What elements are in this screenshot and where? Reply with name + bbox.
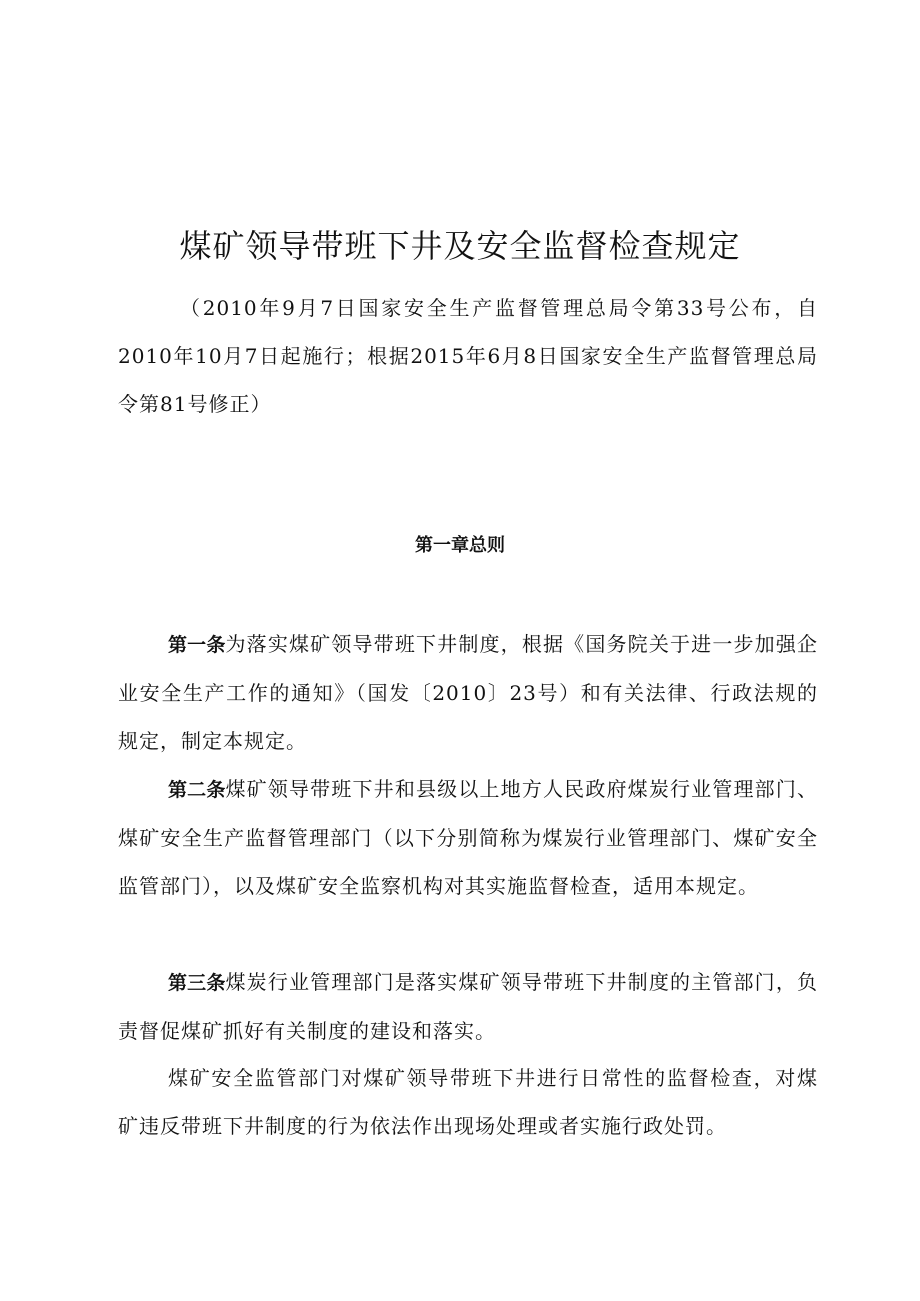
article-label: 第三条 — [168, 972, 226, 994]
article-text: 煤炭行业管理部门是落实煤矿领导带班下井制度的主管部门，负责督促煤矿抓好有关制度的建设和落实。 — [118, 970, 818, 1043]
article-2 — [118, 765, 818, 910]
article-text: 煤矿领导带班下井和县级以上地方人民政府煤炭行业管理部门、煤矿安全生产监督管理部门（以下分别简称为煤炭行业管理部门、煤矿安全监管部门），以及煤矿安全监察机构对其实施监督检查，适用本规定。 — [118, 777, 818, 898]
document-title: 煤矿领导带班下井及安全监督检查规定 — [179, 227, 741, 265]
publication-note: （2010年9月7日国家安全生产监督管理总局令第33号公布，自2010年10月7日起施行；根据2015年6月8日国家安全生产监督管理总局令第81号修正） — [118, 296, 818, 416]
article-label: 第二条 — [168, 779, 226, 801]
article-3 — [118, 958, 818, 1055]
article-label: 第一条 — [168, 634, 226, 656]
article-1 — [118, 620, 818, 765]
chapter-heading: 第一章总则 — [415, 535, 505, 556]
article-3-paragraph-2: 煤矿安全监管部门对煤矿领导带班下井进行日常性的监督检查，对煤矿违反带班下井制度的行为依法作出现场处理或者实施行政处罚。 — [118, 1066, 818, 1138]
article-text: 为落实煤矿领导带班下井制度，根据《国务院关于进一步加强企业安全生产工作的通知》（国发〔2010〕23号）和有关法律、行政法规的规定，制定本规定。 — [118, 632, 818, 753]
